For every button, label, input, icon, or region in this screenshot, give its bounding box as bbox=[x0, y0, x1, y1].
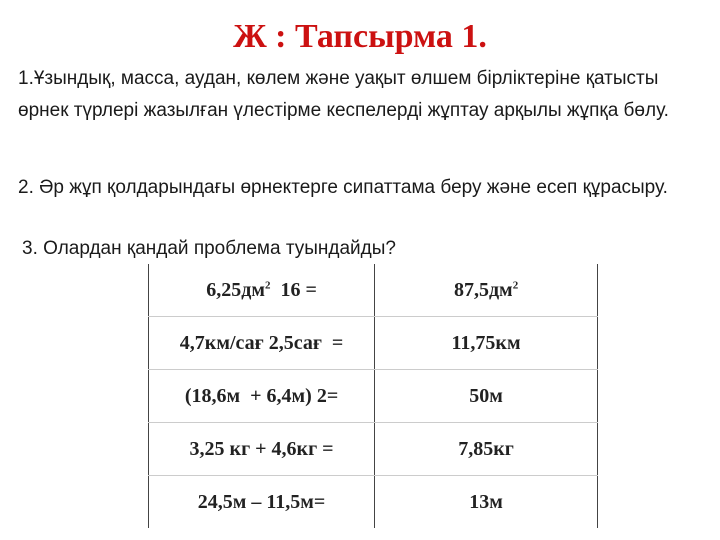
answer-value: 13м bbox=[469, 490, 503, 513]
answer-cell bbox=[375, 370, 598, 423]
slide-title: Ж : Тапсырма 1. bbox=[233, 18, 487, 55]
answer-cell bbox=[375, 423, 598, 476]
answer-cell bbox=[375, 317, 598, 370]
expression-rest: 16 = bbox=[270, 278, 317, 301]
answer-value: 11,75км bbox=[451, 331, 521, 354]
task-3-text: 3. Олардан қандай проблема туындайды? bbox=[22, 238, 396, 259]
table-row bbox=[149, 370, 598, 423]
answer-cell bbox=[375, 264, 598, 317]
expression-value: 4,7км/сағ 2,5сағ = bbox=[179, 331, 344, 354]
answer-value: 50м bbox=[469, 384, 503, 407]
expression-value: 6,25дм bbox=[206, 278, 265, 301]
expression-value: (18,6м + 6,4м) 2= bbox=[184, 384, 339, 407]
expression-value: 24,5м – 11,5м= bbox=[197, 490, 326, 513]
task-1-text: 1.Ұзындық, масса, аудан, көлем және уақыт өлшем бірліктеріне қатысты өрнек түрлері жазылған үлестірме кеспелерді жұптау арқылы жұпқа бөлу. bbox=[18, 68, 669, 121]
answer-value: 87,5дм bbox=[453, 278, 513, 301]
answer-value: 7,85кг bbox=[458, 437, 514, 460]
expression-cell bbox=[149, 476, 375, 529]
expression-cell bbox=[149, 264, 375, 317]
expression-cell bbox=[149, 370, 375, 423]
answer-cell bbox=[375, 476, 598, 529]
task-2-text: 2. Әр жұп қолдарындағы өрнектерге сипаттама беру және есеп құрасыру. bbox=[18, 177, 668, 198]
table-row bbox=[149, 264, 598, 317]
expression-cell bbox=[149, 317, 375, 370]
expression-value: 3,25 кг + 4,6кг = bbox=[189, 437, 334, 460]
table-row bbox=[149, 476, 598, 529]
exponent: 2 bbox=[264, 278, 271, 291]
table-row bbox=[149, 317, 598, 370]
expression-cell bbox=[149, 423, 375, 476]
table-row bbox=[149, 423, 598, 476]
exponent: 2 bbox=[512, 278, 519, 291]
exercise-table bbox=[148, 264, 598, 528]
